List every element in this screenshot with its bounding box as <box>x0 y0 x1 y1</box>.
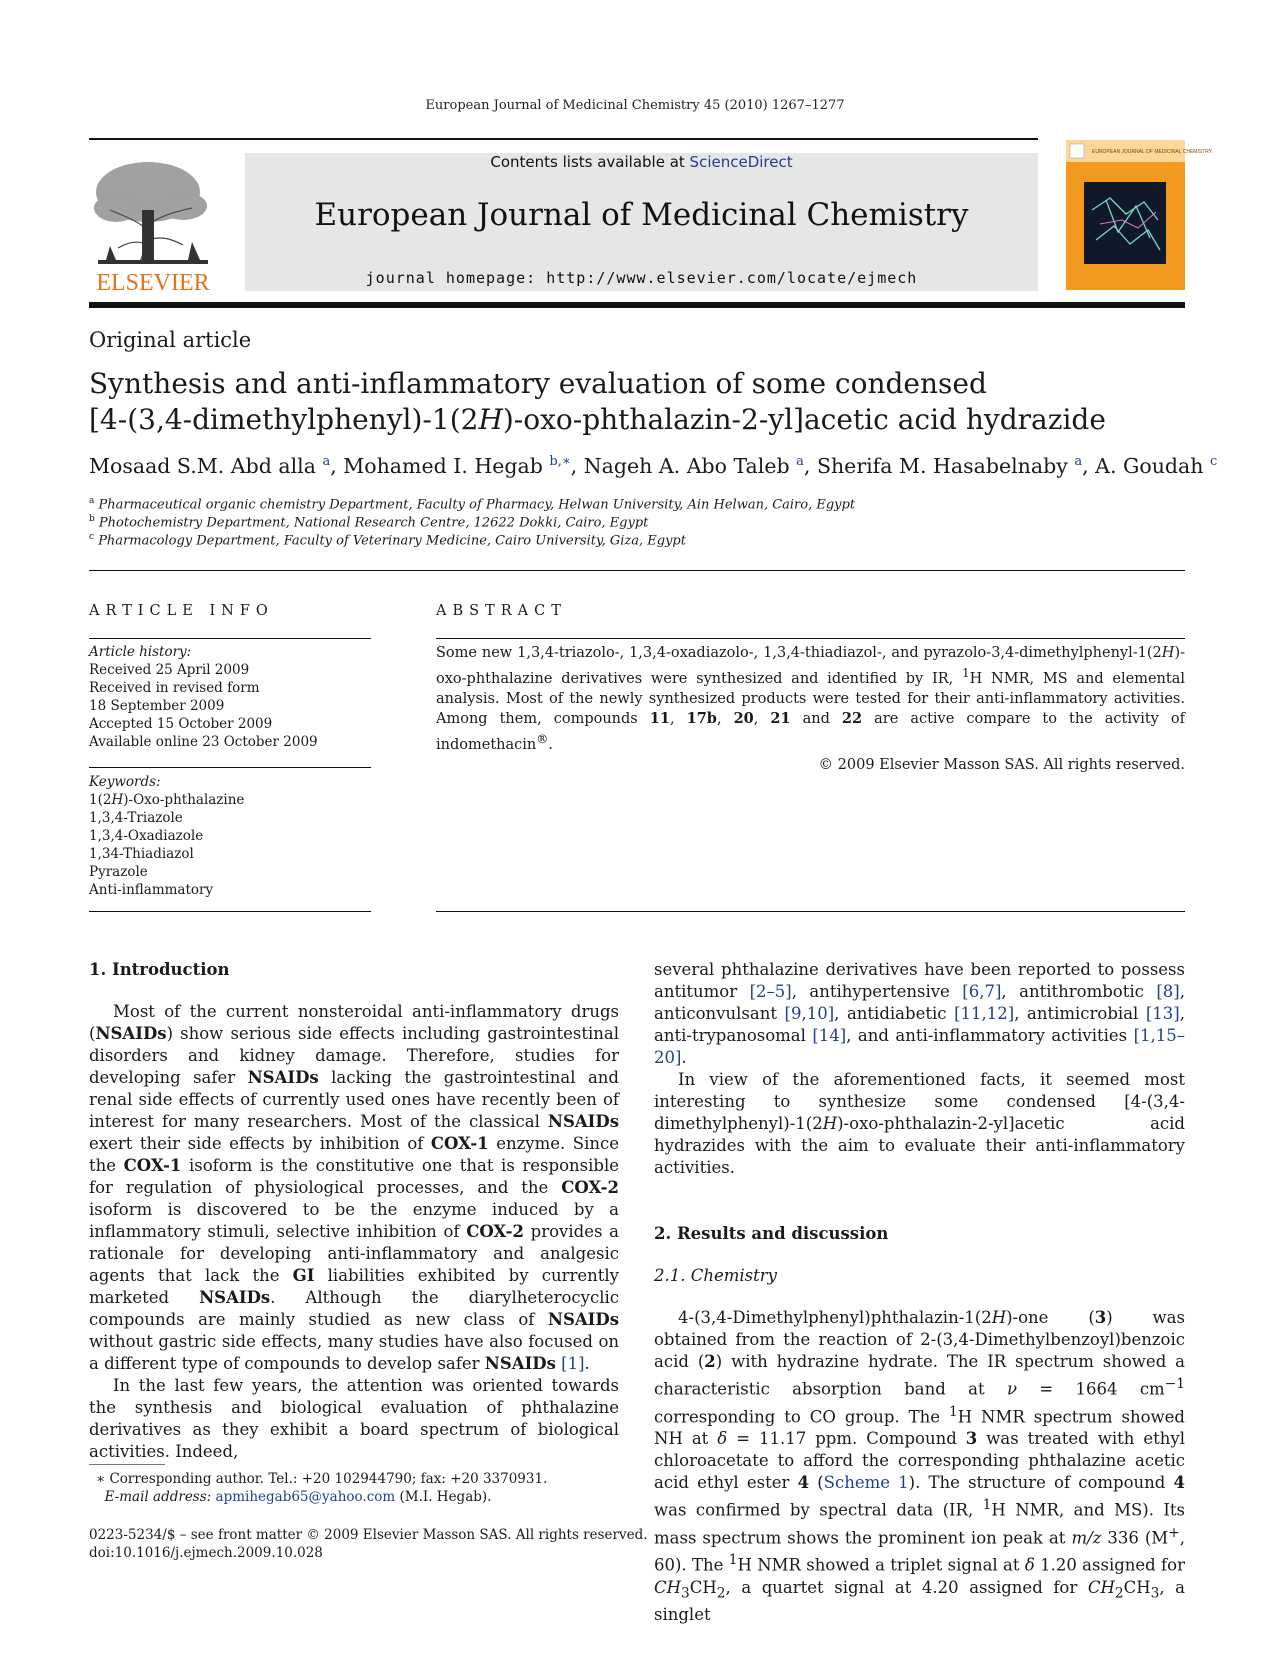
publication-info: 0223-5234/$ – see front matter © 2009 Elsevier Masson SAS. All rights reserved. doi:10.1016/j.ejmech.2009.10.028 <box>89 1527 648 1561</box>
citation-link[interactable]: [11,12] <box>954 1004 1015 1023</box>
article-history: Article history: Received 25 April 2009 Received in revised form 18 September 2009 Accepted 15 October 2009 Available online 23 October 2009 <box>89 644 318 750</box>
header-rule <box>89 138 1038 140</box>
citation-link[interactable]: [2–5] <box>749 982 792 1001</box>
elsevier-tree-icon <box>88 150 218 295</box>
cover-title: EUROPEAN JOURNAL OF MEDICINAL CHEMISTRY <box>1092 149 1213 155</box>
keyword: Pyrazole <box>89 864 148 880</box>
keywords: Keywords: 1(2H)-Oxo-phthalazine 1,3,4-Triazole 1,3,4-Oxadiazole 1,34-Thiadiazol Pyrazole Anti-inflammatory <box>89 773 379 899</box>
divider <box>89 911 371 912</box>
paragraph: In the last few years, the attention was oriented towards the synthesis and biological evaluation of phthalazine derivatives as they exhibit a board spectrum of biological activities. Indeed, <box>89 1376 619 1461</box>
author[interactable]: Nageh A. Abo Taleb $^a$ <box>583 454 804 478</box>
divider <box>89 638 371 639</box>
citation-link[interactable]: [13] <box>1145 1004 1180 1023</box>
citation-link[interactable]: [8] <box>1156 982 1180 1001</box>
keyword: 1,3,4-Oxadiazole <box>89 828 204 844</box>
paragraph: In view of the aforementioned facts, it seemed most interesting to synthesize some condensed [4-(3,4-dimethylphenyl)-1(2H)-oxo-phthalazin-2-yl]acetic acid hydrazides with the aim to evaluate their anti-inflammatory activities. <box>654 1070 1185 1177</box>
section-heading: 2. Results and discussion <box>654 1224 889 1243</box>
footnote: ∗ Corresponding author. Tel.: +20 102944790; fax: +20 3370931. E-mail address: apmihegab65@yahoo.com (M.I. Hegab). <box>96 1471 548 1505</box>
affiliation: $^c$ Pharmacology Department, Faculty of Veterinary Medicine, Cairo University, Giza, Egypt <box>89 532 686 549</box>
divider <box>436 638 1185 639</box>
journal-cover-image <box>1066 140 1213 290</box>
publisher-name: ELSEVIER <box>96 270 210 296</box>
paragraph: Most of the current nonsteroidal anti-inflammatory drugs (NSAIDs) show serious side effects including gastrointestinal disorders and kidney damage. Therefore, studies for developing safer NSAIDs lacking the gastrointestinal and renal side effects of currently used ones have recently been of interest for many researchers. Most of the classical NSAIDs exert their side effects by inhibition of COX-1 enzyme. Since the COX-1 isoform is the constitutive one that is responsible for regulation of physiological processes, and the COX-2 isoform is discovered to be the enzyme induced by a inflammatory stimuli, selective inhibition of COX-2 provides a rationale for developing anti-inflammatory and analgesic agents that lack the GI liabilities exhibited by currently marketed NSAIDs. Although the diarylheterocyclic compounds are mainly studied as new class of NSAIDs without gastric side effects, many studies have also focused on a different type of compounds to develop safer NSAIDs [1]. <box>89 1002 619 1373</box>
affiliation: $^a$ Pharmaceutical organic chemistry Department, Faculty of Pharmacy, Helwan University, Ain Helwan, Cairo, Egypt <box>89 496 856 513</box>
citation-link[interactable]: [14] <box>812 1026 847 1045</box>
subsection-heading: 2.1. Chemistry <box>654 1266 777 1285</box>
keyword: 1,34-Thiadiazol <box>89 846 194 862</box>
article-title: Synthesis and anti-inflammatory evaluation of some condensed [4-(3,4-dimethylphenyl)-1(2H)-oxo-phthalazin-2-yl]acetic acid hydrazide <box>89 367 1106 436</box>
citation-link[interactable]: [9,10] <box>784 1004 835 1023</box>
citation-link[interactable]: [1] <box>561 1354 585 1373</box>
keyword: 1(2H)-Oxo-phthalazine <box>89 792 245 808</box>
header-thick-rule <box>89 302 1185 308</box>
right-column <box>654 959 1185 1626</box>
abstract-copyright: © 2009 Elsevier Masson SAS. All rights reserved. <box>818 756 1185 773</box>
divider <box>89 767 371 768</box>
contents-line: Contents lists available at ScienceDirect <box>490 153 793 171</box>
keyword: 1,3,4-Triazole <box>89 810 183 826</box>
abstract-heading: ABSTRACT <box>436 603 567 619</box>
journal-citation: European Journal of Medicinal Chemistry 45 (2010) 1267–1277 <box>425 98 845 113</box>
journal-title: European Journal of Medicinal Chemistry <box>314 197 969 233</box>
author-list: Mosaad S.M. Abd alla $^a$, Mohamed I. Hegab $^{b,∗}$, Nageh A. Abo Taleb $^a$, Sherifa M. Hasabelnaby $^a$, A. Goudah $^c$ <box>89 454 1218 478</box>
sciencedirect-link[interactable]: ScienceDirect <box>689 153 793 171</box>
article-info-heading: ARTICLE INFO <box>89 603 274 619</box>
keyword: Anti-inflammatory <box>89 882 214 898</box>
divider <box>436 911 1185 912</box>
affiliation: $^b$ Photochemistry Department, National Research Centre, 12622 Dokki, Cairo, Egypt <box>89 514 649 531</box>
footnote-rule <box>89 1464 165 1465</box>
paragraph: 4-(3,4-Dimethylphenyl)phthalazin-1(2H)-one (3) was obtained from the reaction of 2-(3,4-Dimethylbenzoyl)benzoic acid (2) with hydrazine hydrate. The IR spectrum showed a characteristic absorption band at ν = 1664 $cm^{-1}$ corresponding to CO group. The $^1$H NMR spectrum showed NH at δ = 11.17 ppm. Compound 3 was treated with ethyl chloroacetate to afford the corresponding phthalazine acetic acid ethyl ester 4 (Scheme 1). The structure of compound 4 was confirmed by spectral data (IR, $^1$H NMR, and MS). Its mass spectrum shows the prominent ion peak at m/z 336 (M+, 60). The $^1$H NMR showed a triplet signal at δ 1.20 assigned for $CH_3CH_2$, a quartet signal at 4.20 assigned for $CH_2CH_3$, a singlet <box>654 1308 1186 1624</box>
author[interactable]: Sherifa M. Hasabelnaby $^a$ <box>816 454 1083 478</box>
doi[interactable]: doi:10.1016/j.ejmech.2009.10.028 <box>89 1545 323 1561</box>
abstract-text: Some new 1,3,4-triazolo-, 1,3,4-oxadiazolo-, 1,3,4-thiadiazol-, and pyrazolo-3,4-dimethylphenyl-1(2H)-oxo-phthalazine derivatives were synthesized and identified by IR, $^1$H NMR, MS and elemental analysis. Most of the newly synthesized products were tested for their anti-inflammatory activities. Among them, compounds 11, 17b, 20, 21 and 22 are active compare to the activity of indomethacin®. © 2009 Elsevier Masson SAS. All rights reserved. <box>436 645 1185 773</box>
article-type: Original article <box>89 328 252 352</box>
scheme-link[interactable]: Scheme 1 <box>823 1473 909 1492</box>
elsevier-logo <box>88 150 218 295</box>
journal-cover <box>1066 140 1213 290</box>
journal-homepage[interactable]: journal homepage: http://www.elsevier.com/locate/ejmech <box>365 269 918 287</box>
section-rule <box>89 570 1185 571</box>
section-heading: 1. Introduction <box>89 960 230 979</box>
citation-link[interactable]: [6,7] <box>962 982 1002 1001</box>
left-column <box>89 959 619 1463</box>
author[interactable]: Mosaad S.M. Abd alla $^a$ <box>89 454 331 478</box>
email-link[interactable]: apmihegab65@yahoo.com <box>215 1489 396 1505</box>
citation-link[interactable]: [1,15–20] <box>654 1026 1185 1067</box>
author[interactable]: A. Goudah $^c$ <box>1095 454 1218 478</box>
paragraph: several phthalazine derivatives have been reported to possess antitumor [2–5], antihypertensive [6,7], antithrombotic [8], anticonvulsant [9,10], antidiabetic [11,12], antimicrobial [13], anti-trypanosomal [14], and anti-inflammatory activities [1,15–20]. <box>654 960 1185 1067</box>
author[interactable]: Mohamed I. Hegab $^{b,∗}$ <box>343 454 571 478</box>
